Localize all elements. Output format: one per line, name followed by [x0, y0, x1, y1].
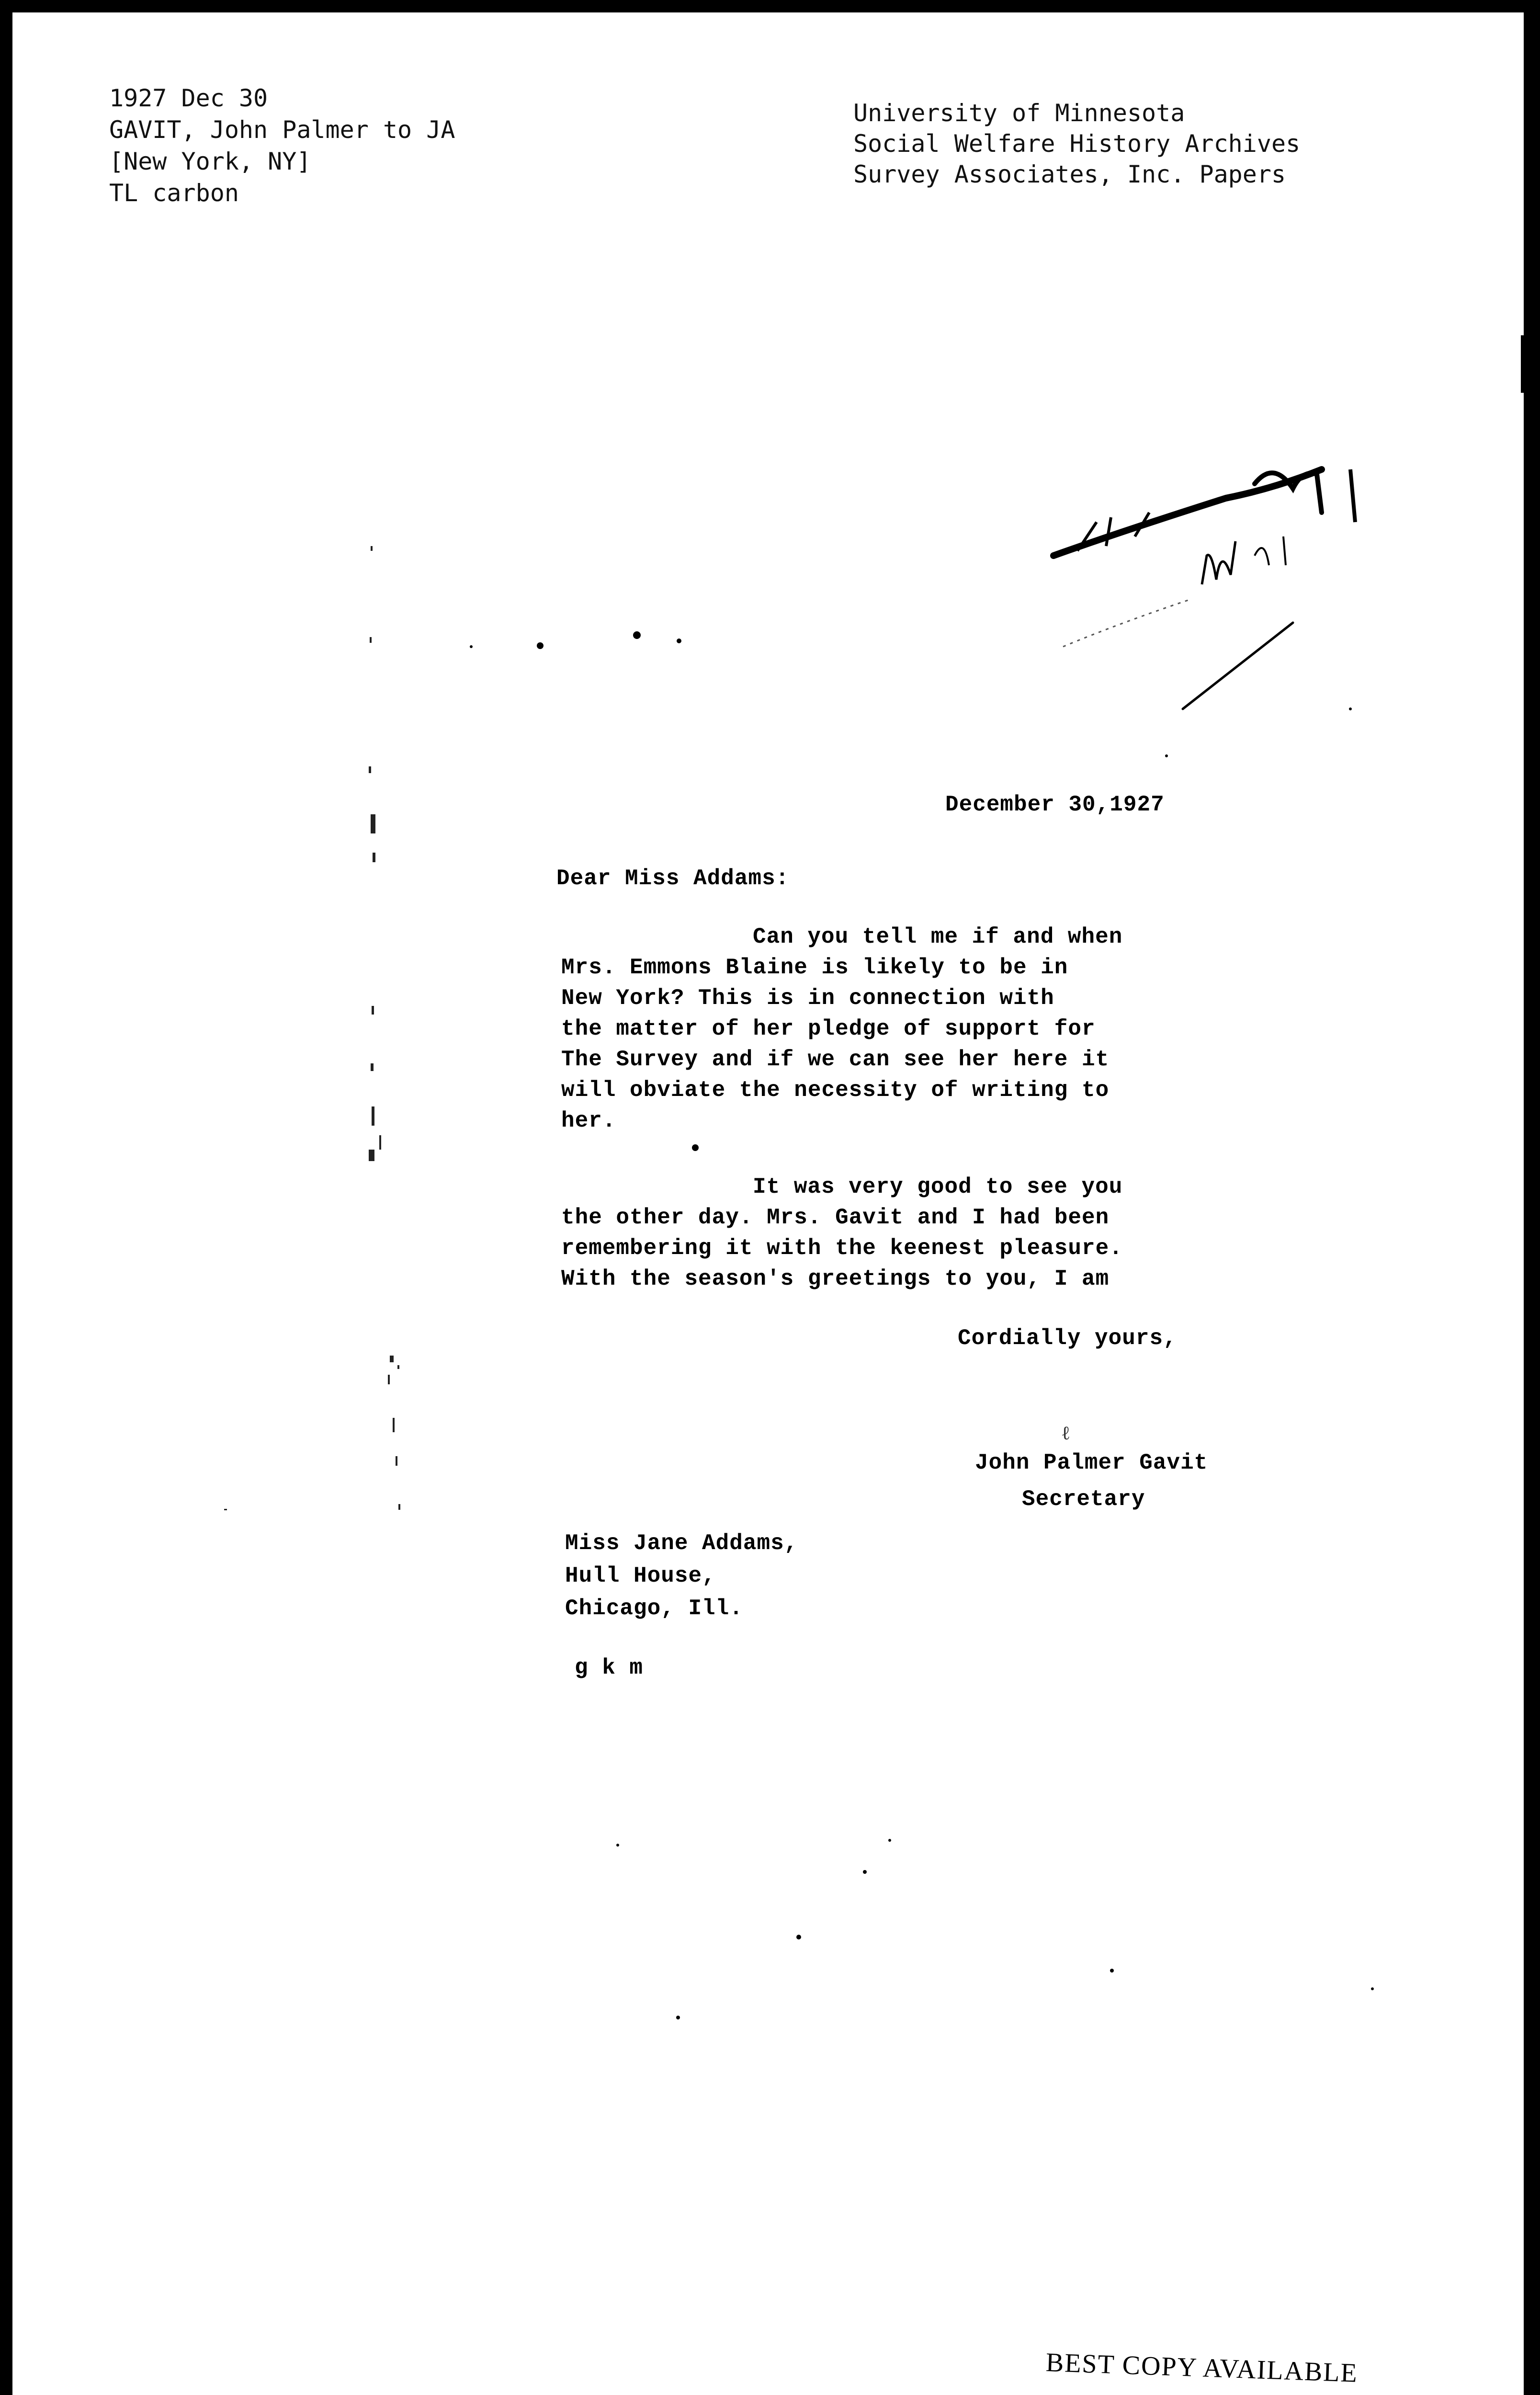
edge-mark [1521, 335, 1524, 393]
repository-institution: University of Minnesota [853, 99, 1185, 127]
archive-date: 1927 Dec 30 [109, 84, 268, 112]
body-line: With the season's greetings to you, I am [561, 1266, 1110, 1291]
address-line: Miss Jane Addams, [565, 1531, 798, 1556]
closing: Cordially yours, [958, 1326, 1177, 1351]
signature-title: Secretary [1022, 1487, 1145, 1512]
body-line: New York? This is in connection with [561, 986, 1054, 1011]
body-line: It was very good to see you [753, 1175, 1123, 1199]
body-line: remembering it with the keenest pleasure. [561, 1236, 1123, 1261]
repository-collection: Social Welfare History Archives [853, 130, 1301, 158]
body-line: Can you tell me if and when [753, 924, 1123, 949]
corner-mark [13, 19, 23, 22]
typist-initials: g k m [575, 1655, 644, 1680]
archive-format: TL carbon [109, 179, 239, 207]
salutation: Dear Miss Addams: [556, 866, 790, 891]
body-line: her. [561, 1108, 616, 1133]
body-paragraph-1 [561, 922, 1122, 1136]
best-copy-stamp: BEST COPY AVAILABLE [1045, 2348, 1359, 2388]
archive-place: [New York, NY] [109, 148, 311, 175]
body-line: the matter of her pledge of support for [561, 1016, 1096, 1041]
body-line: will obviate the necessity of writing to [561, 1078, 1110, 1103]
handwritten-annotation-mark [1025, 441, 1370, 728]
letter-date: December 30,1927 [945, 792, 1165, 817]
address-line: Hull House, [565, 1563, 716, 1588]
address-line: Chicago, Ill. [565, 1596, 743, 1621]
signature-name: John Palmer Gavit [975, 1450, 1208, 1475]
body-line: Mrs. Emmons Blaine is likely to be in [561, 955, 1068, 980]
repository-papers: Survey Associates, Inc. Papers [853, 160, 1286, 188]
recipient-address [565, 1527, 798, 1625]
archive-correspondents: GAVIT, John Palmer to JA [109, 116, 455, 144]
archive-catalog-info [109, 82, 455, 209]
body-paragraph-2 [561, 1172, 1123, 1294]
body-line: the other day. Mrs. Gavit and I had been [561, 1205, 1110, 1230]
pencil-mark: ℓ [1061, 1422, 1071, 1444]
body-line: The Survey and if we can see her here it [561, 1047, 1110, 1072]
repository-info [853, 98, 1300, 190]
